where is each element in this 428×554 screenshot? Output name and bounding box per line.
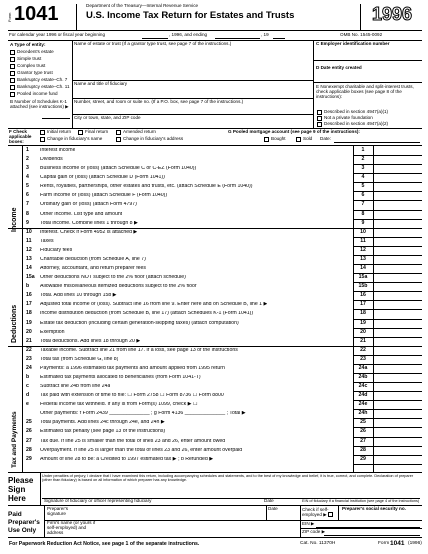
line-label: Allowable miscellaneous itemized deductions subject to the 2% floor (40, 284, 197, 290)
declaration-text: Under penalties of perjury, I declare that I have examined this return, including accompanying schedules and statements, and to the best of my knowledge and belief, it is true, correct, and complete. Declaration of preparer (other than fiduciary) is based on all information of which preparer has any knowledge. (42, 474, 414, 483)
line-ref-number: 5 (361, 183, 365, 190)
e-opt1-checkbox[interactable] (317, 110, 322, 115)
line-ref-number: 6 (361, 192, 365, 199)
city-label: City or town, state, and ZIP code (74, 115, 141, 120)
line-label: Overpayment. If line 25 is larger than the total of lines 23 and 26, enter amount overpaid (40, 447, 243, 453)
line-number: 9 (26, 219, 29, 226)
firm-field[interactable] (98, 521, 298, 536)
line-number: 25 (26, 419, 32, 426)
line-amount-field[interactable] (374, 455, 421, 464)
city-field[interactable] (74, 121, 312, 128)
section-deductions: Deductions (11, 304, 18, 343)
sold-checkbox[interactable] (296, 137, 301, 142)
footer-form-word: Form (378, 541, 390, 546)
line-ref-number: 24d (358, 392, 368, 399)
line-label: Total deductions. Add lines 18 through 20 ▶ (40, 338, 141, 344)
street-field[interactable] (74, 106, 312, 114)
line-ref-number: 23 (360, 355, 366, 362)
tax-year: 1996 (372, 4, 413, 24)
line-ref-number: 17 (360, 301, 366, 308)
line-label: Charitable deduction (from Schedule A, line 7) (40, 256, 146, 262)
line-ref-number: 8 (361, 210, 365, 217)
line-number: 20 (26, 328, 32, 335)
footer-form-number: 1041 (390, 540, 405, 547)
calendar-mid: , 1996, and ending (169, 32, 208, 37)
line-amount-field[interactable] (374, 409, 421, 418)
amended-return-label: Amended return (123, 129, 156, 134)
line-number: 1 (26, 147, 29, 153)
line-amount-field[interactable] (374, 264, 421, 273)
entity-type-title: A Type of entity: (10, 42, 46, 47)
line-number: 2 (26, 156, 29, 163)
line-ref-number: 4 (361, 174, 365, 181)
line-number: 28 (26, 446, 32, 453)
entity-type-label: Grantor type trust (17, 70, 53, 75)
line-ref-number: 24b (358, 374, 368, 380)
line-label: Business income or (loss) (attach Schedule C or C-EZ (Form 1040)) (40, 166, 197, 172)
bought-label: Bought (271, 136, 286, 141)
initial-return-checkbox[interactable] (40, 130, 45, 135)
section-tax-payments: Tax and Payments (11, 411, 18, 468)
line-number: 23 (26, 355, 32, 362)
line-label: Total payments. Add lines 24c through 24e, and 24h ▶ (40, 420, 165, 426)
entity-type-label: Complex trust (17, 63, 46, 68)
self-employed-checkbox[interactable] (328, 512, 333, 517)
line-ref-number: 29 (360, 455, 366, 462)
line-number: 14 (26, 265, 32, 272)
line-amount-field[interactable] (374, 446, 421, 455)
sold-label: Sold (303, 136, 313, 141)
line-number: 4 (26, 174, 29, 181)
line-amount-field[interactable] (374, 155, 421, 164)
entity-type-checkbox[interactable] (10, 92, 15, 97)
calendar-line: For calendar year 1996 or fiscal year beginning (9, 32, 106, 37)
charitable-label: E Nonexempt charitable and split-interest trusts, check applicable boxes (see page 8 of the instructions): (316, 84, 414, 99)
line-label: Taxes (40, 238, 54, 244)
line-amount-field[interactable] (374, 146, 421, 155)
line-label: Total income. Combine lines 1 through 8 ▶ (40, 220, 138, 226)
line-number: 26 (26, 428, 32, 435)
street-label: Number, street, and room or suite no. (If a P.O. box, see page 7 of the instructions.) (74, 99, 244, 104)
line-label: Estate tax deduction (including certain generation-skipping taxes) (attach computation) (40, 320, 239, 326)
e-opt2-checkbox[interactable] (317, 116, 322, 121)
line-ref-number: 28 (360, 446, 366, 453)
line-label: Payments: a 1996 estimated tax payments and amount applied from 1995 return (40, 365, 225, 371)
g-date-input[interactable] (334, 142, 420, 143)
line-amount-field[interactable] (374, 173, 421, 182)
final-return-checkbox[interactable] (78, 130, 83, 135)
line-ref-number: 10 (360, 228, 366, 235)
fiduciary-ein-label: EIN of fiduciary if a financial institution (see page 4 of the instructions) (302, 499, 420, 503)
line-label: Federal income tax withheld. If any is from Form(s) 1099, check ▶ ☐ (40, 402, 198, 408)
entity-type-label: Bankruptcy estate–Ch. 11 (17, 84, 70, 89)
line-ref-number: 2 (361, 156, 365, 163)
line-label: Total tax (from Schedule G, line 8) (40, 356, 119, 362)
change-name-label: Change in fiduciary's name (47, 136, 103, 141)
line-ref-number: 24c (358, 383, 368, 390)
line-amount-field[interactable] (374, 200, 421, 209)
entity-type-label: Pooled income fund (17, 91, 58, 96)
entity-type-checkbox[interactable] (10, 57, 15, 62)
line-amount-field[interactable] (374, 164, 421, 173)
fiscal-year-end-input[interactable] (273, 38, 285, 39)
line-ref-number: 11 (360, 237, 366, 244)
line-label: Ordinary gain or (loss) (attach Form 4797) (40, 202, 137, 208)
line-ref-number: 14 (360, 265, 366, 272)
form-header (8, 4, 424, 30)
e-opt2-label: Not a private foundation (324, 115, 373, 120)
preparer-signature-field[interactable] (78, 506, 266, 518)
preparer-ssn-field[interactable] (342, 512, 420, 519)
line-ref-number: 3 (361, 165, 365, 172)
department: Department of the Treasury—Internal Revenue Service (86, 3, 199, 8)
e-opt1-label: Described in section 4947(a)(1) (324, 109, 389, 114)
date-created-label: D Date entity created (316, 65, 362, 70)
fiduciary-signature-field[interactable] (42, 485, 260, 497)
line-number: 6 (26, 192, 29, 199)
line-label: Farm income or (loss) (attach Schedule F (Form 1040)) (40, 193, 168, 199)
line-label: Estimated tax penalty (see page 13 of the instructions) (40, 429, 166, 435)
line-label: Interest income (40, 148, 76, 153)
line-amount-field[interactable] (374, 300, 421, 309)
form-word: Form (7, 12, 12, 22)
line-label: Interest. Check if Form 4952 is attached ▶ (40, 229, 138, 235)
line-ref-number: 1 (361, 147, 365, 153)
line-amount-field[interactable] (374, 400, 421, 409)
line-label: Attorney, accountant, and return preparer fees (40, 266, 147, 272)
line-amount-field[interactable] (374, 391, 421, 400)
line-number: 8 (26, 210, 29, 217)
line-number: c (26, 383, 29, 390)
line-number: 16 (26, 292, 32, 299)
line-number: 5 (26, 183, 29, 190)
final-return-label: Final return (85, 129, 109, 134)
line-amount-field[interactable] (374, 364, 421, 373)
paid-text: Paid (8, 511, 22, 518)
line-amount-field[interactable] (374, 355, 421, 364)
estate-name-label: Name of estate or trust (If a grantor type trust, see page 7 of the instructions.) (74, 41, 232, 46)
line-amount-field[interactable] (374, 273, 421, 282)
line-number: b (26, 283, 30, 290)
form-number: 1041 (14, 3, 59, 25)
line-amount-field[interactable] (374, 346, 421, 355)
line-label: Tax paid with extension of time to file: ☐ Form 2758 ☐ Form 8736 ☐ Form 8800 (40, 393, 224, 399)
firm-zip-input[interactable] (324, 535, 420, 536)
line-number: 18 (26, 310, 32, 317)
date-created-field[interactable] (316, 72, 420, 82)
amended-return-checkbox[interactable] (116, 130, 121, 135)
e-opt3-checkbox[interactable] (317, 122, 322, 127)
g-label: G Pooled mortgage account (see page 9 of the instructions): (228, 129, 360, 134)
line-ref-number: 9 (361, 219, 365, 226)
preparer-ssn-label: Preparer's social security no. (342, 506, 406, 511)
change-name-checkbox[interactable] (40, 137, 45, 142)
line-amount-field[interactable] (374, 228, 421, 237)
line-number: e (26, 401, 29, 408)
bought-checkbox[interactable] (264, 137, 269, 142)
line-number: 21 (26, 337, 32, 344)
line-number: 29 (26, 455, 32, 462)
line-number: 24 (26, 364, 32, 371)
e-opt3-label: Described in section 4947(a)(2) (324, 121, 389, 126)
line-number: 17 (26, 301, 32, 308)
line-label: Capital gain or (loss) (attach Schedule D (Form 1041)) (40, 175, 165, 181)
schedules-k1-label: B Number of Schedules K-1 attached (see instructions) ▶ (10, 99, 69, 109)
line-label: Other deductions NOT subject to the 2% floor (attach schedule) (40, 275, 186, 281)
ein-field[interactable] (316, 48, 420, 60)
line-ref-number: 20 (360, 328, 366, 335)
line-number: 15a (26, 274, 35, 281)
line-ref-number: 27 (360, 437, 366, 444)
preparers-text: Preparer's (8, 519, 40, 526)
line-amount-field[interactable] (374, 219, 421, 228)
firm-zip-label: ZIP code ▶ (302, 529, 326, 534)
here-text: Here (8, 494, 26, 503)
line-label: Tax due. If line 25 is smaller than the total of lines 23 and 26, enter amount owed (40, 438, 226, 444)
line-number: 12 (26, 246, 32, 253)
fiduciary-label: Name and title of fiduciary (74, 81, 128, 86)
line-label: Amount of line 28 to be: a Credited to 1997 estimated tax ▶ ; b Refunded ▶ (40, 456, 214, 462)
line-amount-field[interactable] (374, 255, 421, 264)
line-ref-number: 26 (360, 428, 366, 435)
line-amount-field[interactable] (374, 373, 421, 382)
line-number: b (26, 374, 30, 380)
line-amount-field[interactable] (374, 282, 421, 291)
line-amount-field[interactable] (374, 191, 421, 200)
line-number: 11 (26, 237, 32, 244)
section-income: Income (11, 207, 18, 232)
schedules-k1-input[interactable] (42, 118, 70, 119)
entity-type-checkbox[interactable] (10, 64, 15, 69)
line-amount-field[interactable] (374, 210, 421, 219)
line-amount-field[interactable] (374, 246, 421, 255)
footer-year: (1996) (408, 541, 422, 546)
f-label: F Check applicable boxes: (9, 129, 32, 144)
use-only-text: Use Only (8, 527, 37, 534)
line-label: Rents, royalties, partnerships, other estates and trusts, etc. (attach Schedule E (Form 1040)) (40, 184, 253, 190)
line-amount-field[interactable] (374, 309, 421, 318)
line-label: Other payments: f Form 2439 ______________ ; g Form 4136 ______________ ; Total ▶ (40, 411, 246, 417)
calendar-end: , 19 (261, 32, 269, 37)
line-label: Dividends (40, 157, 63, 163)
line-number: 27 (26, 437, 32, 444)
line-ref-number: 18 (360, 310, 366, 317)
line-number: 3 (26, 165, 29, 172)
preparer-date-label: Date (268, 506, 278, 511)
fiduciary-sig-label: Signature of fiduciary or officer representing fiduciary (44, 498, 152, 503)
line-ref-number: 13 (360, 255, 366, 262)
line-number: 22 (26, 346, 32, 353)
line-number: 10 (26, 228, 32, 235)
line-label: Fiduciary fees (40, 247, 73, 253)
paperwork-notice: For Paperwork Reduction Act Notice, see page 1 of the separate instructions. (9, 541, 200, 547)
line-label: Estimated tax payments allocated to beneficiaries (from Form 1041-T) (40, 375, 201, 380)
line-amount-field[interactable] (374, 437, 421, 446)
line-ref-number: 24a (358, 364, 368, 371)
line-ref-number: 15a (358, 274, 368, 281)
line-amount-field[interactable] (374, 427, 421, 436)
omb-number: OMB No. 1545-0092 (340, 32, 383, 37)
fiduciary-field[interactable] (74, 88, 312, 98)
line-ref-number: 24h (358, 410, 368, 417)
please-text: Please (8, 476, 34, 485)
firm-ein-label: EIN ▶ (302, 521, 315, 526)
initial-return-label: Initial return (47, 129, 72, 134)
entity-type-label: Simple trust (17, 56, 42, 61)
entity-type-checkbox[interactable] (10, 78, 15, 83)
line-amount-field[interactable] (374, 328, 421, 337)
line-number: 19 (26, 319, 32, 326)
line-label: Adjusted total income or (loss). Subtract line 16 from line 9. Enter here and on Schedule B, line 1 ▶ (40, 302, 268, 308)
line-amount-field[interactable] (374, 382, 421, 391)
line-ref-number: 7 (361, 201, 365, 208)
line-number: 13 (26, 255, 32, 262)
entity-type-checkbox[interactable] (10, 85, 15, 90)
line-amount-field[interactable] (374, 291, 421, 300)
line-amount-field[interactable] (374, 418, 421, 427)
fiduciary-date-label: Date (264, 498, 274, 503)
entity-type-checkbox[interactable] (10, 71, 15, 76)
change-address-checkbox[interactable] (116, 137, 121, 142)
sign-text: Sign (8, 485, 26, 494)
form-title: U.S. Income Tax Return for Estates and Trusts (86, 10, 295, 21)
line-ref-number: 25 (360, 419, 366, 426)
line-ref-number: 16 (360, 292, 366, 299)
line-ref-number: 15b (358, 283, 368, 290)
line-ref-number: 21 (360, 337, 366, 344)
line-ref-number: 22 (360, 346, 366, 353)
line-label: Income distribution deduction (from Schedule B, line 17) (attach Schedules K-1 (Form 1041)) (40, 311, 254, 317)
line-label: Exemption (40, 329, 65, 335)
g-date-label: Date: (320, 136, 331, 141)
line-ref-number: 24e (358, 401, 368, 408)
entity-type-checkbox[interactable] (10, 50, 15, 55)
line-label: Other income. List type and amount (40, 211, 123, 217)
line-label: Taxable income. Subtract line 21 from line 17. If a loss, see page 13 of the instructions (40, 347, 238, 353)
line-ref-number: 12 (360, 246, 366, 253)
ein-label: C Employer identification number (316, 41, 390, 46)
entity-type-label: Bankruptcy estate–Ch. 7 (17, 77, 68, 82)
line-amount-field[interactable] (374, 237, 421, 246)
change-address-label: Change in fiduciary's address (123, 136, 184, 141)
line-amount-field[interactable] (374, 337, 421, 346)
line-number: d (26, 392, 30, 399)
entity-type-label: Decedent's estate (17, 49, 54, 54)
firm-label: Firm's name (or yours if self-employed) and address (47, 520, 96, 535)
estate-name-field[interactable] (74, 50, 312, 80)
line-label: Subtract line 24b from line 24a (40, 384, 111, 390)
line-number: 7 (26, 201, 29, 208)
line-ref-number: 19 (360, 319, 366, 326)
catalog-number: Cat. No. 11370H (300, 541, 336, 546)
line-label: Total. Add lines 10 through 15b ▶ (40, 293, 117, 299)
line-amount-field[interactable] (374, 319, 421, 328)
preparer-sig-label: Preparer's signature (47, 506, 69, 516)
self-employed-label: Check if self-employed ▶ (302, 507, 329, 517)
line-amount-field[interactable] (374, 182, 421, 191)
